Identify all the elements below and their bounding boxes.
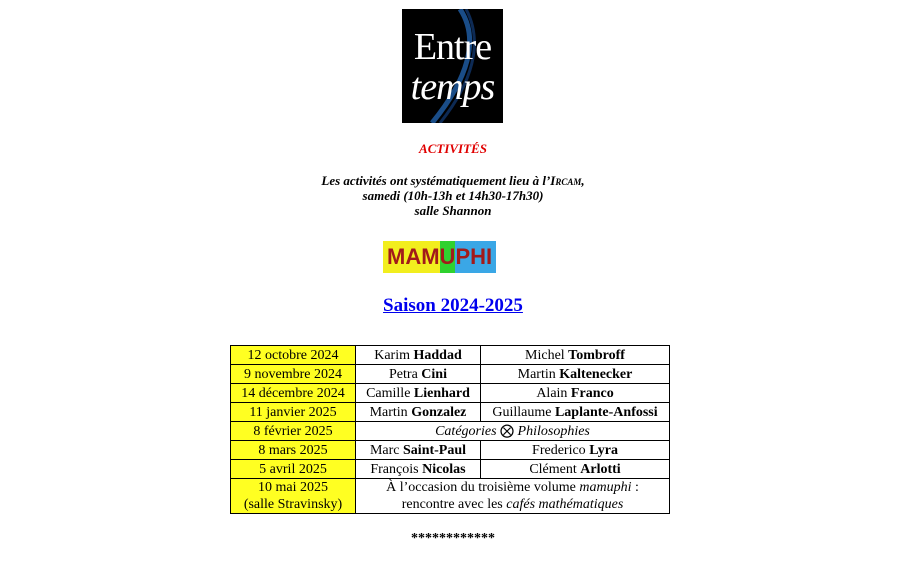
speaker-first-name: Guillaume xyxy=(492,404,555,420)
event-description-cell xyxy=(356,479,670,514)
speaker-last-name: Franco xyxy=(570,385,614,401)
mamuphi-part-1: MAM xyxy=(383,241,440,273)
date-cell: 8 mars 2025 xyxy=(231,441,356,460)
speaker-last-name: Gonzalez xyxy=(411,404,467,420)
speaker-first-name: Clément xyxy=(529,461,581,477)
intro-line-2: samedi (10h-13h et 14h30-17h30) xyxy=(362,188,544,203)
table-row xyxy=(231,441,670,460)
speaker-first-name: Martin xyxy=(517,366,560,382)
page-heading: ACTIVITÉS xyxy=(419,141,487,156)
intro-line-1 xyxy=(0,173,906,188)
intro-line-1-text: Les activités ont systématiquement lieu à l’ xyxy=(321,173,551,188)
speaker-cell xyxy=(481,403,670,422)
speaker-last-name: Nicolas xyxy=(422,461,466,477)
date-venue-note: (salle Stravinsky) xyxy=(243,497,343,512)
intro-text xyxy=(0,173,906,218)
speaker-cell xyxy=(356,441,481,460)
table-row xyxy=(231,384,670,403)
intro-line-1-end: , xyxy=(581,173,585,188)
speaker-first-name: Petra xyxy=(389,366,422,382)
event-line-1-text: À l’occasion du troisième volume xyxy=(386,480,580,495)
logo-word-temps: temps xyxy=(410,66,495,108)
date-cell xyxy=(231,479,356,514)
mamuphi-logo xyxy=(383,241,496,273)
speaker-first-name: Frederico xyxy=(532,442,590,458)
logo-word-entre: Entre xyxy=(413,26,492,68)
date-line-1: 10 mai 2025 xyxy=(258,480,328,495)
mamuphi-part-3: PHI xyxy=(455,241,496,273)
speaker-cell xyxy=(356,346,481,365)
table-row xyxy=(231,346,670,365)
speaker-cell xyxy=(356,460,481,479)
season-link[interactable]: Saison 2024-2025 xyxy=(383,295,523,316)
tensor-product-icon: ⨂ xyxy=(500,423,515,439)
event-line-1 xyxy=(360,479,665,496)
speaker-last-name: Lienhard xyxy=(413,385,470,401)
speaker-last-name: Saint-Paul xyxy=(403,442,467,458)
speaker-first-name: Camille xyxy=(366,385,414,401)
table-row xyxy=(231,422,670,441)
intro-venue: Ircam xyxy=(550,173,582,188)
speaker-cell xyxy=(356,365,481,384)
speaker-cell xyxy=(481,441,670,460)
event-line-2-text: rencontre avec les xyxy=(401,497,507,512)
mamuphi-part-2: U xyxy=(440,241,456,273)
entretemps-logo xyxy=(402,9,503,123)
event-line-1-end: : xyxy=(631,480,639,495)
event-line-1-emphasis: mamuphi xyxy=(579,480,632,495)
date-cell: 9 novembre 2024 xyxy=(231,365,356,384)
separator-stars: ************ xyxy=(411,531,495,546)
speaker-last-name: Cini xyxy=(421,366,447,382)
speaker-first-name: Michel xyxy=(525,347,569,363)
special-session-right: Philosophies xyxy=(514,423,590,439)
date-cell: 11 janvier 2025 xyxy=(231,403,356,422)
speaker-cell xyxy=(481,365,670,384)
event-line-2 xyxy=(360,496,665,513)
table-row xyxy=(231,460,670,479)
speaker-first-name: Marc xyxy=(369,442,404,458)
speaker-last-name: Lyra xyxy=(589,442,618,458)
speaker-first-name: François xyxy=(370,461,423,477)
table-row xyxy=(231,479,670,514)
speaker-last-name: Laplante-Anfossi xyxy=(554,404,658,420)
speaker-first-name: Karim xyxy=(374,347,414,363)
speaker-cell xyxy=(481,346,670,365)
speaker-cell xyxy=(481,384,670,403)
speaker-last-name: Arlotti xyxy=(580,461,621,477)
special-session-left: Catégories xyxy=(435,423,501,439)
date-cell: 8 février 2025 xyxy=(231,422,356,441)
speaker-cell xyxy=(356,384,481,403)
speaker-first-name: Martin xyxy=(369,404,412,420)
speaker-last-name: Tombroff xyxy=(568,347,625,363)
table-row xyxy=(231,403,670,422)
date-cell: 5 avril 2025 xyxy=(231,460,356,479)
schedule-table xyxy=(230,345,670,514)
date-cell: 14 décembre 2024 xyxy=(231,384,356,403)
speaker-cell xyxy=(481,460,670,479)
speaker-last-name: Kaltenecker xyxy=(559,366,633,382)
event-line-2-emphasis: cafés mathématiques xyxy=(506,497,624,512)
date-cell: 12 octobre 2024 xyxy=(231,346,356,365)
speaker-cell xyxy=(356,403,481,422)
intro-line-3: salle Shannon xyxy=(414,203,492,218)
speaker-last-name: Haddad xyxy=(413,347,462,363)
speaker-first-name: Alain xyxy=(536,385,571,401)
season-heading xyxy=(0,295,906,317)
special-session-cell xyxy=(356,422,670,441)
table-row xyxy=(231,365,670,384)
